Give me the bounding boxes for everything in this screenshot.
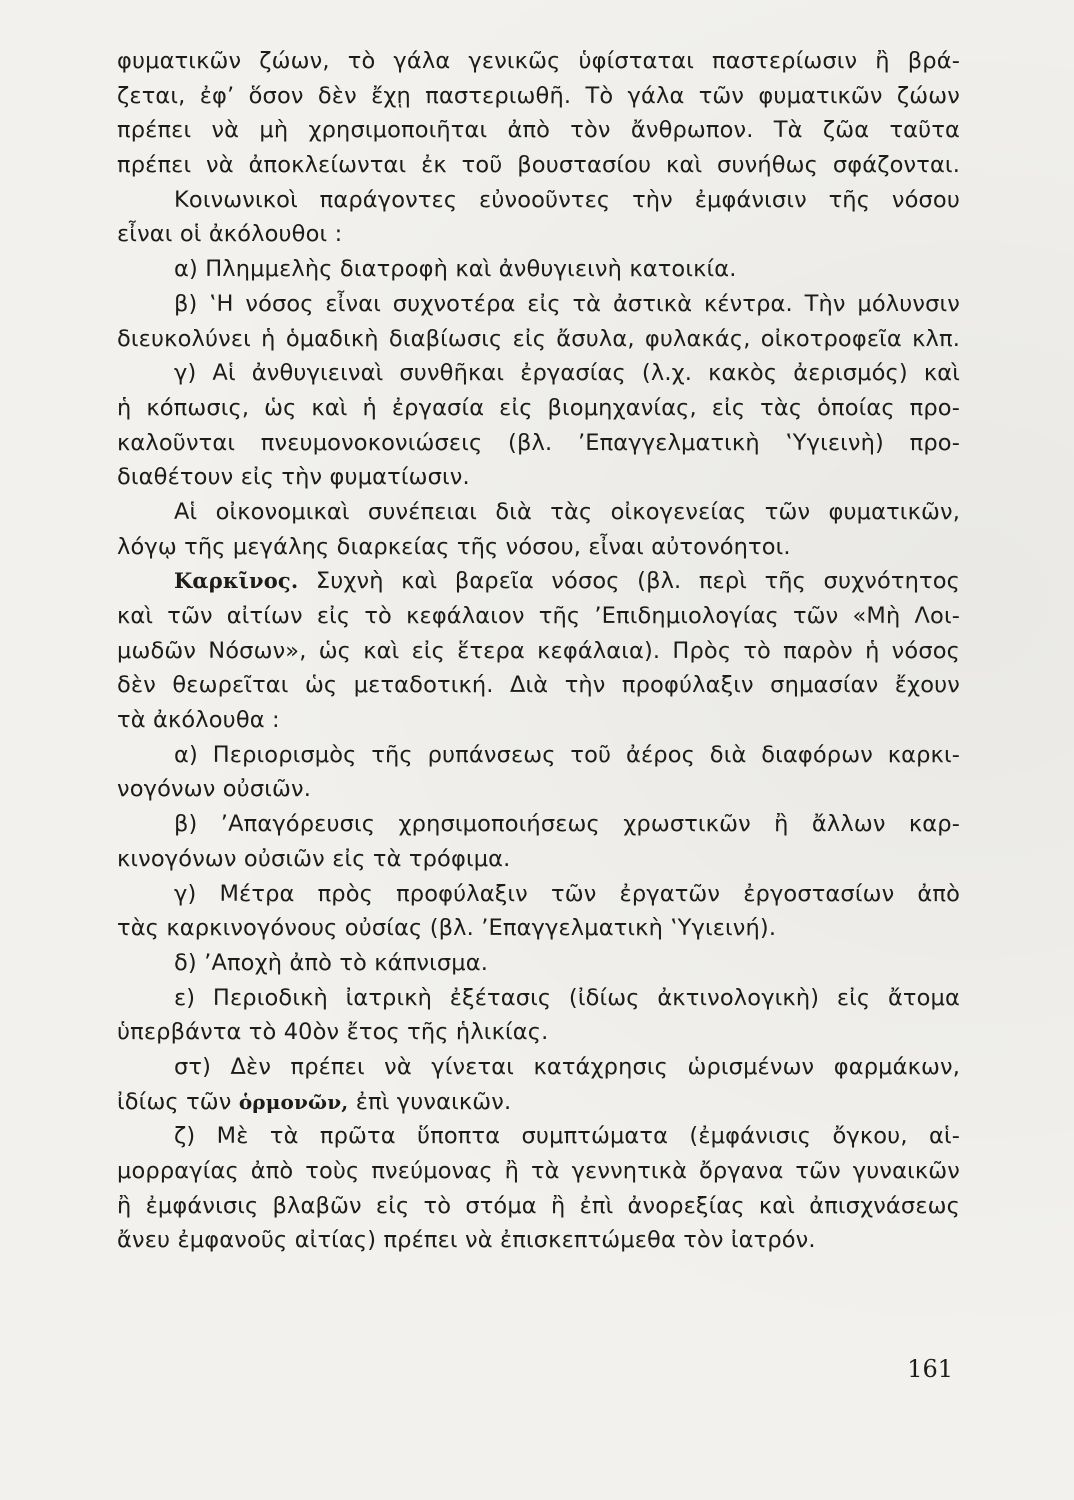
page-number: 161 [907, 1355, 953, 1383]
text-line: τὰς καρκινογόνους οὐσίας (βλ. ’Επαγγελματικὴ ‛Υγιεινή). [117, 915, 777, 942]
list-item: β) ‛Η νόσος εἶναι συχνοτέρα εἰς τὰ ἀστικὰ κέντρα. Τὴν μόλυνσιν [174, 290, 960, 317]
list-item: στ) Δὲν πρέπει νὰ γίνεται κατάχρησις ὡρισμένων φαρμάκων, [174, 1053, 960, 1080]
text-line: καλοῦνται πνευμονοκονιώσεις (βλ. ’Επαγγελματικὴ ‛Υγιεινὴ) προ- [117, 429, 960, 456]
list-item: α) Πλημμελὴς διατροφὴ καὶ ἀνθυγιεινὴ κατοικία. [174, 256, 737, 283]
section-heading: Καρκῖνος. [174, 568, 299, 594]
list-item: γ) Αἱ ἀνθυγιειναὶ συνθῆκαι ἐργασίας (λ.χ. κακὸς ἀερισμός) καὶ [174, 360, 960, 387]
list-item: ζ) Μὲ τὰ πρῶτα ὕποπτα συμπτώματα (ἐμφάνισις ὄγκου, αἱ- [174, 1123, 960, 1150]
text-fragment: ἐπὶ γυναικῶν. [355, 1088, 512, 1115]
text-line: Κοινωνικοὶ παράγοντες εὐνοοῦντες τὴν ἐμφάνισιν τῆς νόσου [174, 186, 960, 213]
text-line: ἄνευ ἐμφανοῦς αἰτίας) πρέπει νὰ ἐπισκεπτώμεθα τὸν ἰατρόν. [117, 1227, 816, 1254]
text-line: ἢ ἐμφάνισις βλαβῶν εἰς τὸ στόμα ἢ ἐπὶ ἀνορεξίας καὶ ἀπισχνάσεως [117, 1192, 960, 1219]
text-line: διευκολύνει ἡ ὁμαδικὴ διαβίωσις εἰς ἄσυλα, φυλακάς, οἰκοτροφεῖα κλπ. [117, 325, 960, 352]
text-line: διαθέτουν εἰς τὴν φυματίωσιν. [117, 464, 470, 491]
list-item: ε) Περιοδικὴ ἰατρικὴ ἐξέτασις (ἰδίως ἀκτινολογικὴ) εἰς ἄτομα [174, 984, 960, 1011]
text-line: νογόνων οὐσιῶν. [117, 776, 312, 803]
text-line: ἡ κόπωσις, ὡς καὶ ἡ ἐργασία εἰς βιομηχανίας, εἰς τὰς ὁποίας προ- [117, 394, 960, 421]
list-item: α) Περιορισμὸς τῆς ρυπάνσεως τοῦ ἀέρος διὰ διαφόρων καρκι- [174, 741, 960, 768]
text-line: ὑπερβάντα τὸ 40ὸν ἔτος τῆς ἡλικίας. [117, 1019, 549, 1046]
text-fragment: ἰδίως τῶν [117, 1088, 232, 1115]
text-line: Αἱ οἰκονομικαὶ συνέπειαι διὰ τὰς οἰκογενείας τῶν φυματικῶν, [174, 498, 960, 525]
list-item: δ) ’Αποχὴ ἀπὸ τὸ κάπνισμα. [174, 949, 488, 976]
text-line: κινογόνων οὐσιῶν εἰς τὰ τρόφιμα. [117, 845, 511, 872]
text-line: τὰ ἀκόλουθα : [117, 707, 280, 734]
body-text [117, 44, 960, 1258]
text-line: δὲν θεωρεῖται ὡς μεταδοτική. Διὰ τὴν προφύλαξιν σημασίαν ἔχουν [117, 672, 960, 699]
text-line [117, 1085, 960, 1120]
section-line [117, 564, 960, 599]
text-fragment: Συχνὴ καὶ βαρεῖα νόσος (βλ. περὶ τῆς συχνότητος [315, 568, 960, 595]
text-line: μωδῶν Νόσων», ὡς καὶ εἰς ἕτερα κεφάλαια). Πρὸς τὸ παρὸν ἡ νόσος [117, 637, 960, 664]
list-item: γ) Μέτρα πρὸς προφύλαξιν τῶν ἐργατῶν ἐργοστασίων ἀπὸ [174, 880, 960, 907]
text-line: ζεται, ἐφ’ ὅσον δὲν ἔχῃ παστεριωθῆ. Τὸ γάλα τῶν φυματικῶν ζώων [117, 82, 960, 109]
text-line: πρέπει νὰ ἀποκλείωνται ἐκ τοῦ βουστασίου καὶ συνήθως σφάζονται. [117, 152, 960, 179]
list-item: β) ’Απαγόρευσις χρησιμοποιήσεως χρωστικῶν ἢ ἄλλων καρ- [174, 811, 960, 838]
text-line: φυματικῶν ζώων, τὸ γάλα γενικῶς ὑφίσταται παστερίωσιν ἢ βρά- [117, 48, 960, 74]
text-line: καὶ τῶν αἰτίων εἰς τὸ κεφάλαιον τῆς ’Επιδημιολογίας τῶν «Μὴ Λοι- [117, 603, 960, 629]
text-line: λόγῳ τῆς μεγάλης διαρκείας τῆς νόσου, εἶναι αὐτονόητοι. [117, 533, 791, 560]
text-line: πρέπει νὰ μὴ χρησιμοποιῆται ἀπὸ τὸν ἄνθρωπον. Τὰ ζῶα ταῦτα [117, 117, 960, 144]
text-line: μορραγίας ἀπὸ τοὺς πνεύμονας ἢ τὰ γεννητικὰ ὄργανα τῶν γυναικῶν [117, 1158, 960, 1184]
text-line: εἶναι οἱ ἀκόλουθοι : [117, 221, 343, 248]
bold-term: ὁρμονῶν, [238, 1089, 349, 1114]
